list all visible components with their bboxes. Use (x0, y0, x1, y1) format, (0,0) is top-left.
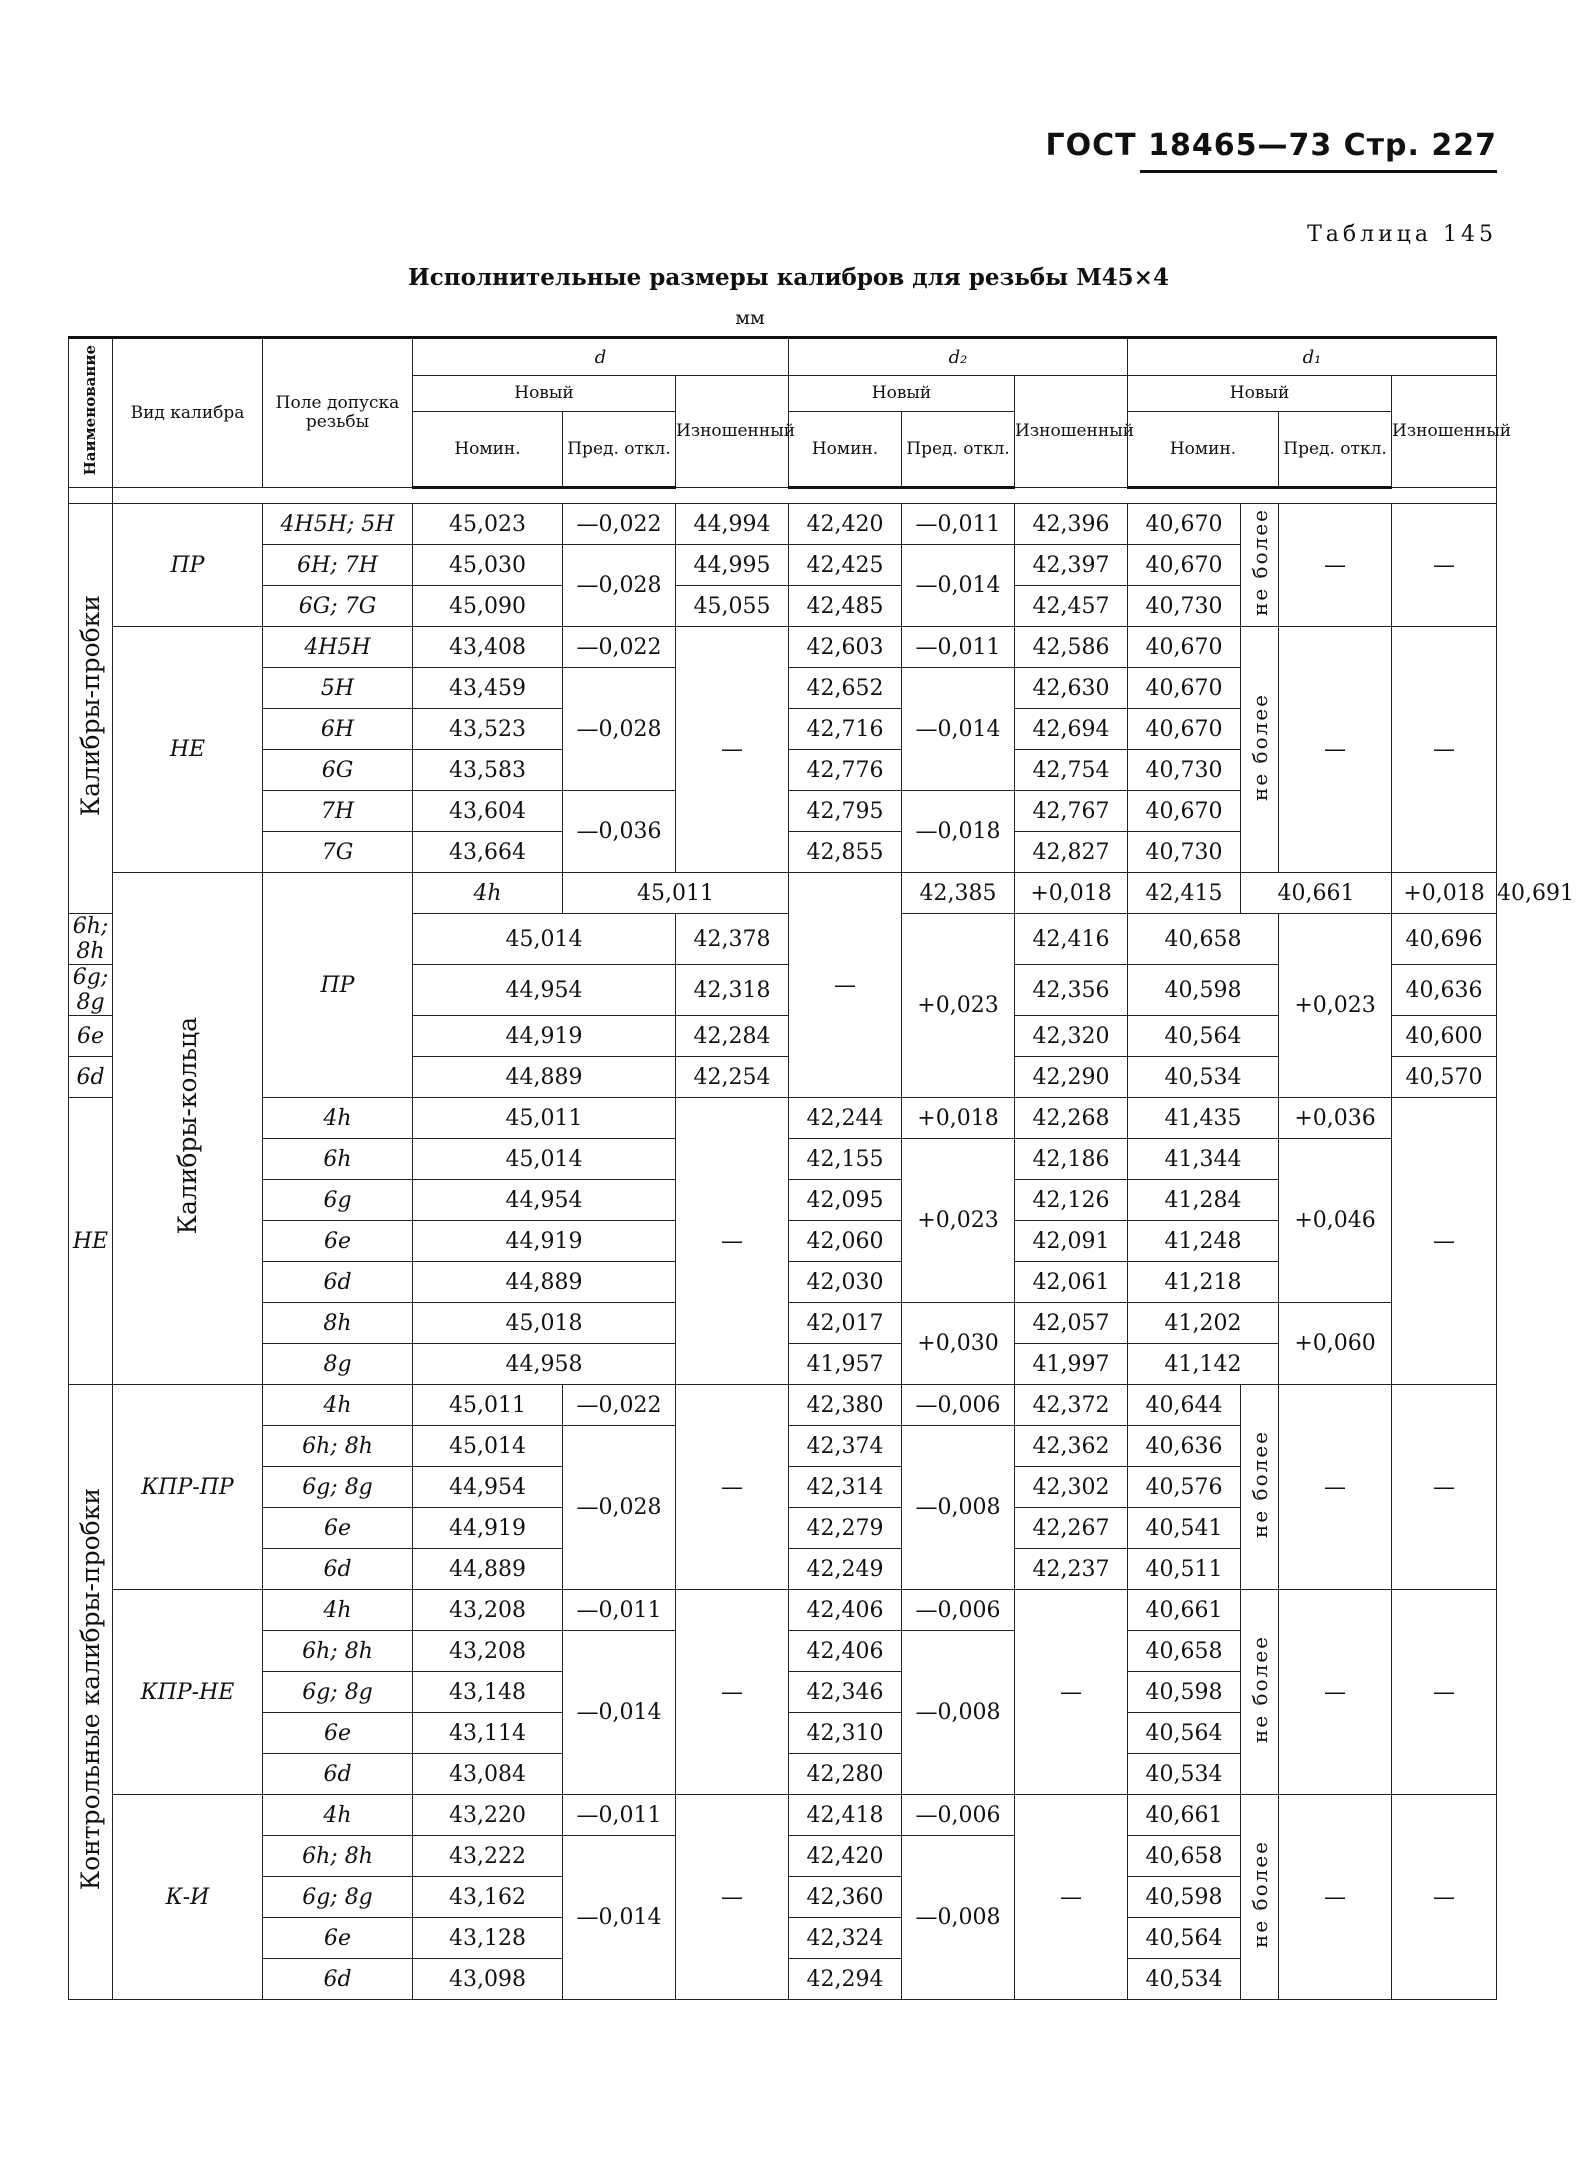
cell-d1-worn: — (1392, 1098, 1497, 1385)
cell-d-nom: 43,459 (413, 668, 563, 709)
header-d1-worn: Изношенный (1392, 376, 1497, 488)
cell-d1-nom: 40,564 (1128, 1713, 1241, 1754)
table-title: Исполнительные размеры калибров для резьбы М45×4 (408, 264, 1169, 291)
cell-d2-worn: 42,372 (1015, 1385, 1128, 1426)
table-units: мм (735, 307, 765, 329)
spacer-cell (69, 488, 113, 504)
cell-d2-nom: 42,280 (789, 1754, 902, 1795)
cell-d-nom: 45,011 (413, 1098, 676, 1139)
cell-d2-worn: 42,320 (1015, 1016, 1128, 1057)
cell-field: 6g; 8g (263, 1467, 413, 1508)
cell-d-dev: —0,011 (563, 1590, 676, 1631)
cell-d1-nom: 40,534 (1128, 1057, 1279, 1098)
cell-d2-nom: 42,318 (676, 965, 789, 1016)
cell-field: 6e (263, 1508, 413, 1549)
cell-field: 4H5H (263, 627, 413, 668)
cell-field: 6h; 8h (263, 1426, 413, 1467)
cell-d2-dev: —0,008 (902, 1426, 1015, 1590)
cell-d2-nom: 42,652 (789, 668, 902, 709)
cell-d1-nom: 40,670 (1128, 709, 1241, 750)
cell-field: 6h (263, 1139, 413, 1180)
table-row (69, 627, 1497, 668)
cell-d2-nom: 42,378 (676, 914, 789, 965)
cell-d1-worn: — (1392, 627, 1497, 873)
header-d2-new: Новый (789, 376, 1015, 412)
cell-d2-worn: 41,997 (1015, 1344, 1128, 1385)
cell-d1-nom: 40,564 (1128, 1016, 1279, 1057)
cell-d2-dev: —0,014 (902, 668, 1015, 791)
cell-d-nom: 43,523 (413, 709, 563, 750)
kind-k-i: К-И (113, 1795, 263, 2000)
cell-field: 6d (263, 1959, 413, 2000)
cell-d2-dev: —0,006 (902, 1385, 1015, 1426)
cell-field: 4h (263, 1385, 413, 1426)
cell-field: 8h (263, 1303, 413, 1344)
cell-d2-nom: 42,310 (789, 1713, 902, 1754)
cell-d2-nom: 42,017 (789, 1303, 902, 1344)
cell-d2-nom: 42,324 (789, 1918, 902, 1959)
header-d: d (413, 338, 789, 376)
cell-d2-nom: 42,716 (789, 709, 902, 750)
header-kind: Вид калибра (113, 338, 263, 488)
cell-d-nom: 44,919 (413, 1016, 676, 1057)
kind-ne-plug: НЕ (113, 627, 263, 873)
cell-d1-worn: 40,570 (1392, 1057, 1497, 1098)
cell-d1-nom: 40,511 (1128, 1549, 1241, 1590)
header-d-new: Новый (413, 376, 676, 412)
cell-d1-nom: 40,658 (1128, 1836, 1241, 1877)
note-not-more: не более (1241, 1590, 1279, 1795)
cell-d1-nom: 40,636 (1128, 1426, 1241, 1467)
cell-d-nom: 45,018 (413, 1303, 676, 1344)
cell-field: 6g (263, 1180, 413, 1221)
cell-d-nom: 43,222 (413, 1836, 563, 1877)
table-row (69, 504, 1497, 545)
cell-d2-worn: 42,694 (1015, 709, 1128, 750)
cell-d-nom: 44,919 (413, 1221, 676, 1262)
cell-d1-nom: 40,598 (1128, 965, 1279, 1016)
cell-d1-nom: 40,658 (1128, 1631, 1241, 1672)
cell-d-worn: 45,055 (676, 586, 789, 627)
cell-field: 4h (263, 1098, 413, 1139)
cell-d2-dev: +0,023 (902, 914, 1015, 1098)
category-rings: Калибры-кольца (113, 873, 263, 1385)
page-header: ГОСТ 18465—73 Стр. 227 (1045, 128, 1497, 163)
cell-field: 4h (263, 1590, 413, 1631)
cell-d2-worn: 42,827 (1015, 832, 1128, 873)
header-d2-nom: Номин. (789, 412, 902, 488)
cell-d2-nom: 42,406 (789, 1631, 902, 1672)
cell-d1-dev: +0,060 (1279, 1303, 1392, 1385)
table-row (69, 1590, 1497, 1631)
cell-d1-nom: 40,661 (1128, 1795, 1241, 1836)
cell-d2-nom: 42,346 (789, 1672, 902, 1713)
cell-d-nom: 43,148 (413, 1672, 563, 1713)
cell-field: 4H5H; 5H (263, 504, 413, 545)
cell-d-nom: 45,014 (413, 914, 676, 965)
cell-field: 6e (263, 1713, 413, 1754)
cell-d-nom: 44,954 (413, 965, 676, 1016)
cell-d2-dev: +0,018 (1015, 873, 1128, 914)
cell-d2-worn: 42,457 (1015, 586, 1128, 627)
cell-field: 6d (263, 1549, 413, 1590)
cell-d-dev: —0,022 (563, 504, 676, 545)
cell-d1-nom: 41,218 (1128, 1262, 1279, 1303)
header-d-worn: Изношенный (676, 376, 789, 488)
cell-d1-nom: 40,658 (1128, 914, 1279, 965)
cell-field: 6G (263, 750, 413, 791)
cell-d-worn: — (676, 1385, 789, 1590)
cell-d-dev: —0,014 (563, 1836, 676, 2000)
cell-d-nom: 43,162 (413, 1877, 563, 1918)
cell-d2-worn: 42,057 (1015, 1303, 1128, 1344)
cell-d-nom: 43,604 (413, 791, 563, 832)
cell-d2-dev: —0,011 (902, 504, 1015, 545)
cell-field: 6e (263, 1221, 413, 1262)
cell-field: 4h (263, 1795, 413, 1836)
cell-d2-nom: 42,095 (789, 1180, 902, 1221)
cell-d2-nom: 42,855 (789, 832, 902, 873)
cell-d-worn: — (676, 1795, 789, 2000)
note-not-more: не более (1241, 504, 1279, 627)
cell-field: 6e (69, 1016, 113, 1057)
cell-d2-nom: 42,294 (789, 1959, 902, 2000)
cell-d2-worn: 42,061 (1015, 1262, 1128, 1303)
cell-d2-nom: 42,380 (789, 1385, 902, 1426)
cell-field: 6g; 8g (69, 965, 113, 1016)
cell-field: 6d (263, 1262, 413, 1303)
cell-d2-nom: 42,385 (902, 873, 1015, 914)
cell-d2-worn: 42,268 (1015, 1098, 1128, 1139)
cell-d2-nom: 42,418 (789, 1795, 902, 1836)
cell-d-nom: 45,011 (413, 1385, 563, 1426)
cell-field: 6d (263, 1754, 413, 1795)
cell-d2-worn: 42,754 (1015, 750, 1128, 791)
cell-d2-worn: 42,356 (1015, 965, 1128, 1016)
cell-d2-dev: +0,018 (902, 1098, 1015, 1139)
cell-d2-nom: 42,360 (789, 1877, 902, 1918)
cell-d-dev: —0,014 (563, 1631, 676, 1795)
cell-d-nom: 44,889 (413, 1549, 563, 1590)
header-d2-worn: Изношенный (1015, 376, 1128, 488)
cell-d-nom: 43,208 (413, 1631, 563, 1672)
kind-pr-ring: ПР (263, 873, 413, 1098)
kind-kpr-ne: КПР-НЕ (113, 1590, 263, 1795)
header-rule (1140, 170, 1497, 173)
cell-field: 5H (263, 668, 413, 709)
cell-d1-nom: 41,435 (1128, 1098, 1279, 1139)
cell-d1-nom: 40,730 (1128, 586, 1241, 627)
cell-d1-nom: 40,598 (1128, 1877, 1241, 1918)
cell-d2-nom: 42,420 (789, 504, 902, 545)
cell-d1-nom: 40,598 (1128, 1672, 1241, 1713)
cell-d-nom: 45,090 (413, 586, 563, 627)
cell-d-nom: 45,014 (413, 1426, 563, 1467)
header-name: Наименование (69, 338, 113, 488)
cell-d-worn: — (789, 873, 902, 1098)
cell-d1-nom: 40,661 (1128, 1590, 1241, 1631)
cell-d-worn: 44,994 (676, 504, 789, 545)
cell-field: 4h (413, 873, 563, 914)
cell-d-worn: — (676, 627, 789, 873)
dimensions-table (68, 336, 1575, 2000)
cell-d2-worn: 42,126 (1015, 1180, 1128, 1221)
cell-field: 8g (263, 1344, 413, 1385)
cell-d2-worn: 42,416 (1015, 914, 1128, 965)
cell-d-nom: 44,919 (413, 1508, 563, 1549)
cell-field: 6H; 7H (263, 545, 413, 586)
cell-d-nom: 44,889 (413, 1057, 676, 1098)
cell-d-dev: —0,011 (563, 1795, 676, 1836)
cell-d1-worn: 40,696 (1392, 914, 1497, 965)
cell-d1-dev: — (1279, 1795, 1392, 2000)
table-row: Калибры-кольца ПР 4h 45,011 — 42,385 +0,018 42,415 40,661 +0,018 40,691 (69, 873, 1497, 914)
cell-field: 6G; 7G (263, 586, 413, 627)
header-d1-dev: Пред. откл. (1279, 412, 1392, 488)
cell-d1-dev: +0,036 (1279, 1098, 1392, 1139)
cell-d2-nom: 42,420 (789, 1836, 902, 1877)
cell-d2-nom: 42,060 (789, 1221, 902, 1262)
note-not-more: не более (1241, 1795, 1279, 2000)
cell-d-nom: 44,958 (413, 1344, 676, 1385)
cell-d-nom: 43,128 (413, 1918, 563, 1959)
cell-d2-nom: 41,957 (789, 1344, 902, 1385)
cell-d2-dev: —0,014 (902, 545, 1015, 627)
kind-pr-plug: ПР (113, 504, 263, 627)
cell-d-nom: 43,098 (413, 1959, 563, 2000)
cell-d2-nom: 42,406 (789, 1590, 902, 1631)
cell-d1-nom: 40,564 (1128, 1918, 1241, 1959)
cell-d2-nom: 42,244 (789, 1098, 902, 1139)
table-number: Таблица 145 (1307, 222, 1497, 247)
cell-d2-worn: 42,767 (1015, 791, 1128, 832)
cell-d2-dev: —0,018 (902, 791, 1015, 873)
header-field: Поле допуска резьбы (263, 338, 413, 488)
cell-d2-worn: 42,267 (1015, 1508, 1128, 1549)
cell-d-nom: 45,030 (413, 545, 563, 586)
cell-d2-worn: 42,362 (1015, 1426, 1128, 1467)
cell-d2-nom: 42,776 (789, 750, 902, 791)
cell-d2-nom: 42,314 (789, 1467, 902, 1508)
cell-d1-worn: 40,636 (1392, 965, 1497, 1016)
cell-field: 6d (69, 1057, 113, 1098)
cell-d-nom: 45,011 (563, 873, 789, 914)
cell-field: 6h; 8h (69, 914, 113, 965)
cell-d-nom: 43,664 (413, 832, 563, 873)
cell-d-nom: 44,889 (413, 1262, 676, 1303)
table-row (69, 1795, 1497, 1836)
cell-d2-worn: 42,396 (1015, 504, 1128, 545)
cell-d-dev: —0,028 (563, 668, 676, 791)
cell-field: 7H (263, 791, 413, 832)
note-not-more: не более (1241, 1385, 1279, 1590)
cell-d2-worn: 42,091 (1015, 1221, 1128, 1262)
cell-field: 7G (263, 832, 413, 873)
cell-d2-nom: 42,155 (789, 1139, 902, 1180)
category-plugs: Калибры-пробки (69, 504, 113, 914)
cell-d-dev: —0,028 (563, 545, 676, 627)
cell-d-dev: —0,022 (563, 627, 676, 668)
table-row (69, 1098, 1497, 1139)
cell-d1-nom: 40,670 (1128, 627, 1241, 668)
cell-d-nom: 45,023 (413, 504, 563, 545)
spacer-cell (113, 488, 1497, 504)
cell-d1-dev: +0,023 (1279, 914, 1392, 1098)
cell-field: 6g; 8g (263, 1877, 413, 1918)
cell-field: 6h; 8h (263, 1836, 413, 1877)
cell-d1-nom: 40,730 (1128, 832, 1241, 873)
header-d2: d₂ (789, 338, 1128, 376)
cell-d2-worn: 42,415 (1128, 873, 1241, 914)
cell-d1-worn: — (1392, 1795, 1497, 2000)
cell-d-nom: 43,220 (413, 1795, 563, 1836)
cell-d1-nom: 41,248 (1128, 1221, 1279, 1262)
cell-d1-nom: 40,730 (1128, 750, 1241, 791)
cell-d1-worn: — (1392, 1590, 1497, 1795)
cell-field: 6H (263, 709, 413, 750)
cell-d-dev: —0,036 (563, 791, 676, 873)
cell-field: 6g; 8g (263, 1672, 413, 1713)
cell-d2-dev: +0,023 (902, 1139, 1015, 1303)
cell-d2-nom: 42,030 (789, 1262, 902, 1303)
cell-d-nom: 43,084 (413, 1754, 563, 1795)
note-not-more: не более (1241, 627, 1279, 873)
cell-d1-dev: — (1279, 1590, 1392, 1795)
cell-d2-nom: 42,279 (789, 1508, 902, 1549)
cell-d1-nom: 40,670 (1128, 545, 1241, 586)
cell-d-nom: 43,114 (413, 1713, 563, 1754)
table-row (69, 1385, 1497, 1426)
cell-d2-worn: 42,586 (1015, 627, 1128, 668)
cell-d1-dev: — (1279, 504, 1392, 627)
cell-d2-nom: 42,249 (789, 1549, 902, 1590)
cell-d2-worn: 42,302 (1015, 1467, 1128, 1508)
cell-d1-dev: — (1279, 1385, 1392, 1590)
cell-d-dev: —0,022 (563, 1385, 676, 1426)
cell-d-worn: — (676, 1098, 789, 1385)
cell-d-nom: 43,583 (413, 750, 563, 791)
cell-field: 6e (263, 1918, 413, 1959)
cell-d2-dev: +0,030 (902, 1303, 1015, 1385)
cell-d2-dev: —0,008 (902, 1836, 1015, 2000)
cell-d2-dev: —0,006 (902, 1795, 1015, 1836)
header-d2-dev: Пред. откл. (902, 412, 1015, 488)
header-d-nom: Номин. (413, 412, 563, 488)
cell-d-worn: 44,995 (676, 545, 789, 586)
cell-d1-nom: 41,284 (1128, 1180, 1279, 1221)
cell-d2-worn: 42,630 (1015, 668, 1128, 709)
cell-d1-nom: 41,344 (1128, 1139, 1279, 1180)
cell-d1-worn: — (1392, 1385, 1497, 1590)
cell-d1-worn: — (1392, 504, 1497, 627)
cell-d2-worn: 42,186 (1015, 1139, 1128, 1180)
cell-d1-nom: 41,142 (1128, 1344, 1279, 1385)
cell-d2-dev: —0,011 (902, 627, 1015, 668)
cell-d-nom: 44,954 (413, 1180, 676, 1221)
cell-d2-worn: 42,237 (1015, 1549, 1128, 1590)
cell-d1-worn: 40,600 (1392, 1016, 1497, 1057)
cell-d-nom: 45,014 (413, 1139, 676, 1180)
header-d1-nom: Номин. (1128, 412, 1279, 488)
cell-d-dev: —0,028 (563, 1426, 676, 1590)
cell-d2-nom: 42,254 (676, 1057, 789, 1098)
cell-d1-nom: 41,202 (1128, 1303, 1279, 1344)
cell-d1-nom: 40,670 (1128, 791, 1241, 832)
cell-d-worn: — (676, 1590, 789, 1795)
cell-field: 6h; 8h (263, 1631, 413, 1672)
header-d1-new: Новый (1128, 376, 1392, 412)
cell-d2-worn: 42,290 (1015, 1057, 1128, 1098)
cell-d2-worn: 42,397 (1015, 545, 1128, 586)
cell-d1-nom: 40,576 (1128, 1467, 1241, 1508)
header-d1: d₁ (1128, 338, 1497, 376)
cell-d1-nom: 40,534 (1128, 1959, 1241, 2000)
cell-d2-worn: — (1015, 1590, 1128, 1795)
cell-d2-nom: 42,425 (789, 545, 902, 586)
cell-d2-worn: — (1015, 1795, 1128, 2000)
cell-d2-dev: —0,008 (902, 1631, 1015, 1795)
cell-d1-nom: 40,661 (1241, 873, 1392, 914)
cell-d1-dev: +0,018 (1392, 873, 1497, 914)
cell-d2-dev: —0,006 (902, 1590, 1015, 1631)
cell-d1-nom: 40,670 (1128, 504, 1241, 545)
cell-d2-nom: 42,603 (789, 627, 902, 668)
cell-d1-nom: 40,670 (1128, 668, 1241, 709)
category-control: Контрольные калибры-пробки (69, 1385, 113, 2000)
kind-ne-ring: НЕ (69, 1098, 113, 1385)
cell-d2-nom: 42,795 (789, 791, 902, 832)
cell-d2-nom: 42,374 (789, 1426, 902, 1467)
cell-d1-nom: 40,541 (1128, 1508, 1241, 1549)
cell-d2-nom: 42,284 (676, 1016, 789, 1057)
cell-d2-nom: 42,485 (789, 586, 902, 627)
cell-d-nom: 44,954 (413, 1467, 563, 1508)
kind-kpr-pr: КПР-ПР (113, 1385, 263, 1590)
cell-d-nom: 43,408 (413, 627, 563, 668)
cell-d1-nom: 40,644 (1128, 1385, 1241, 1426)
cell-d1-dev: — (1279, 627, 1392, 873)
cell-d1-nom: 40,534 (1128, 1754, 1241, 1795)
cell-d-nom: 43,208 (413, 1590, 563, 1631)
cell-d1-dev: +0,046 (1279, 1139, 1392, 1303)
header-d-dev: Пред. откл. (563, 412, 676, 488)
